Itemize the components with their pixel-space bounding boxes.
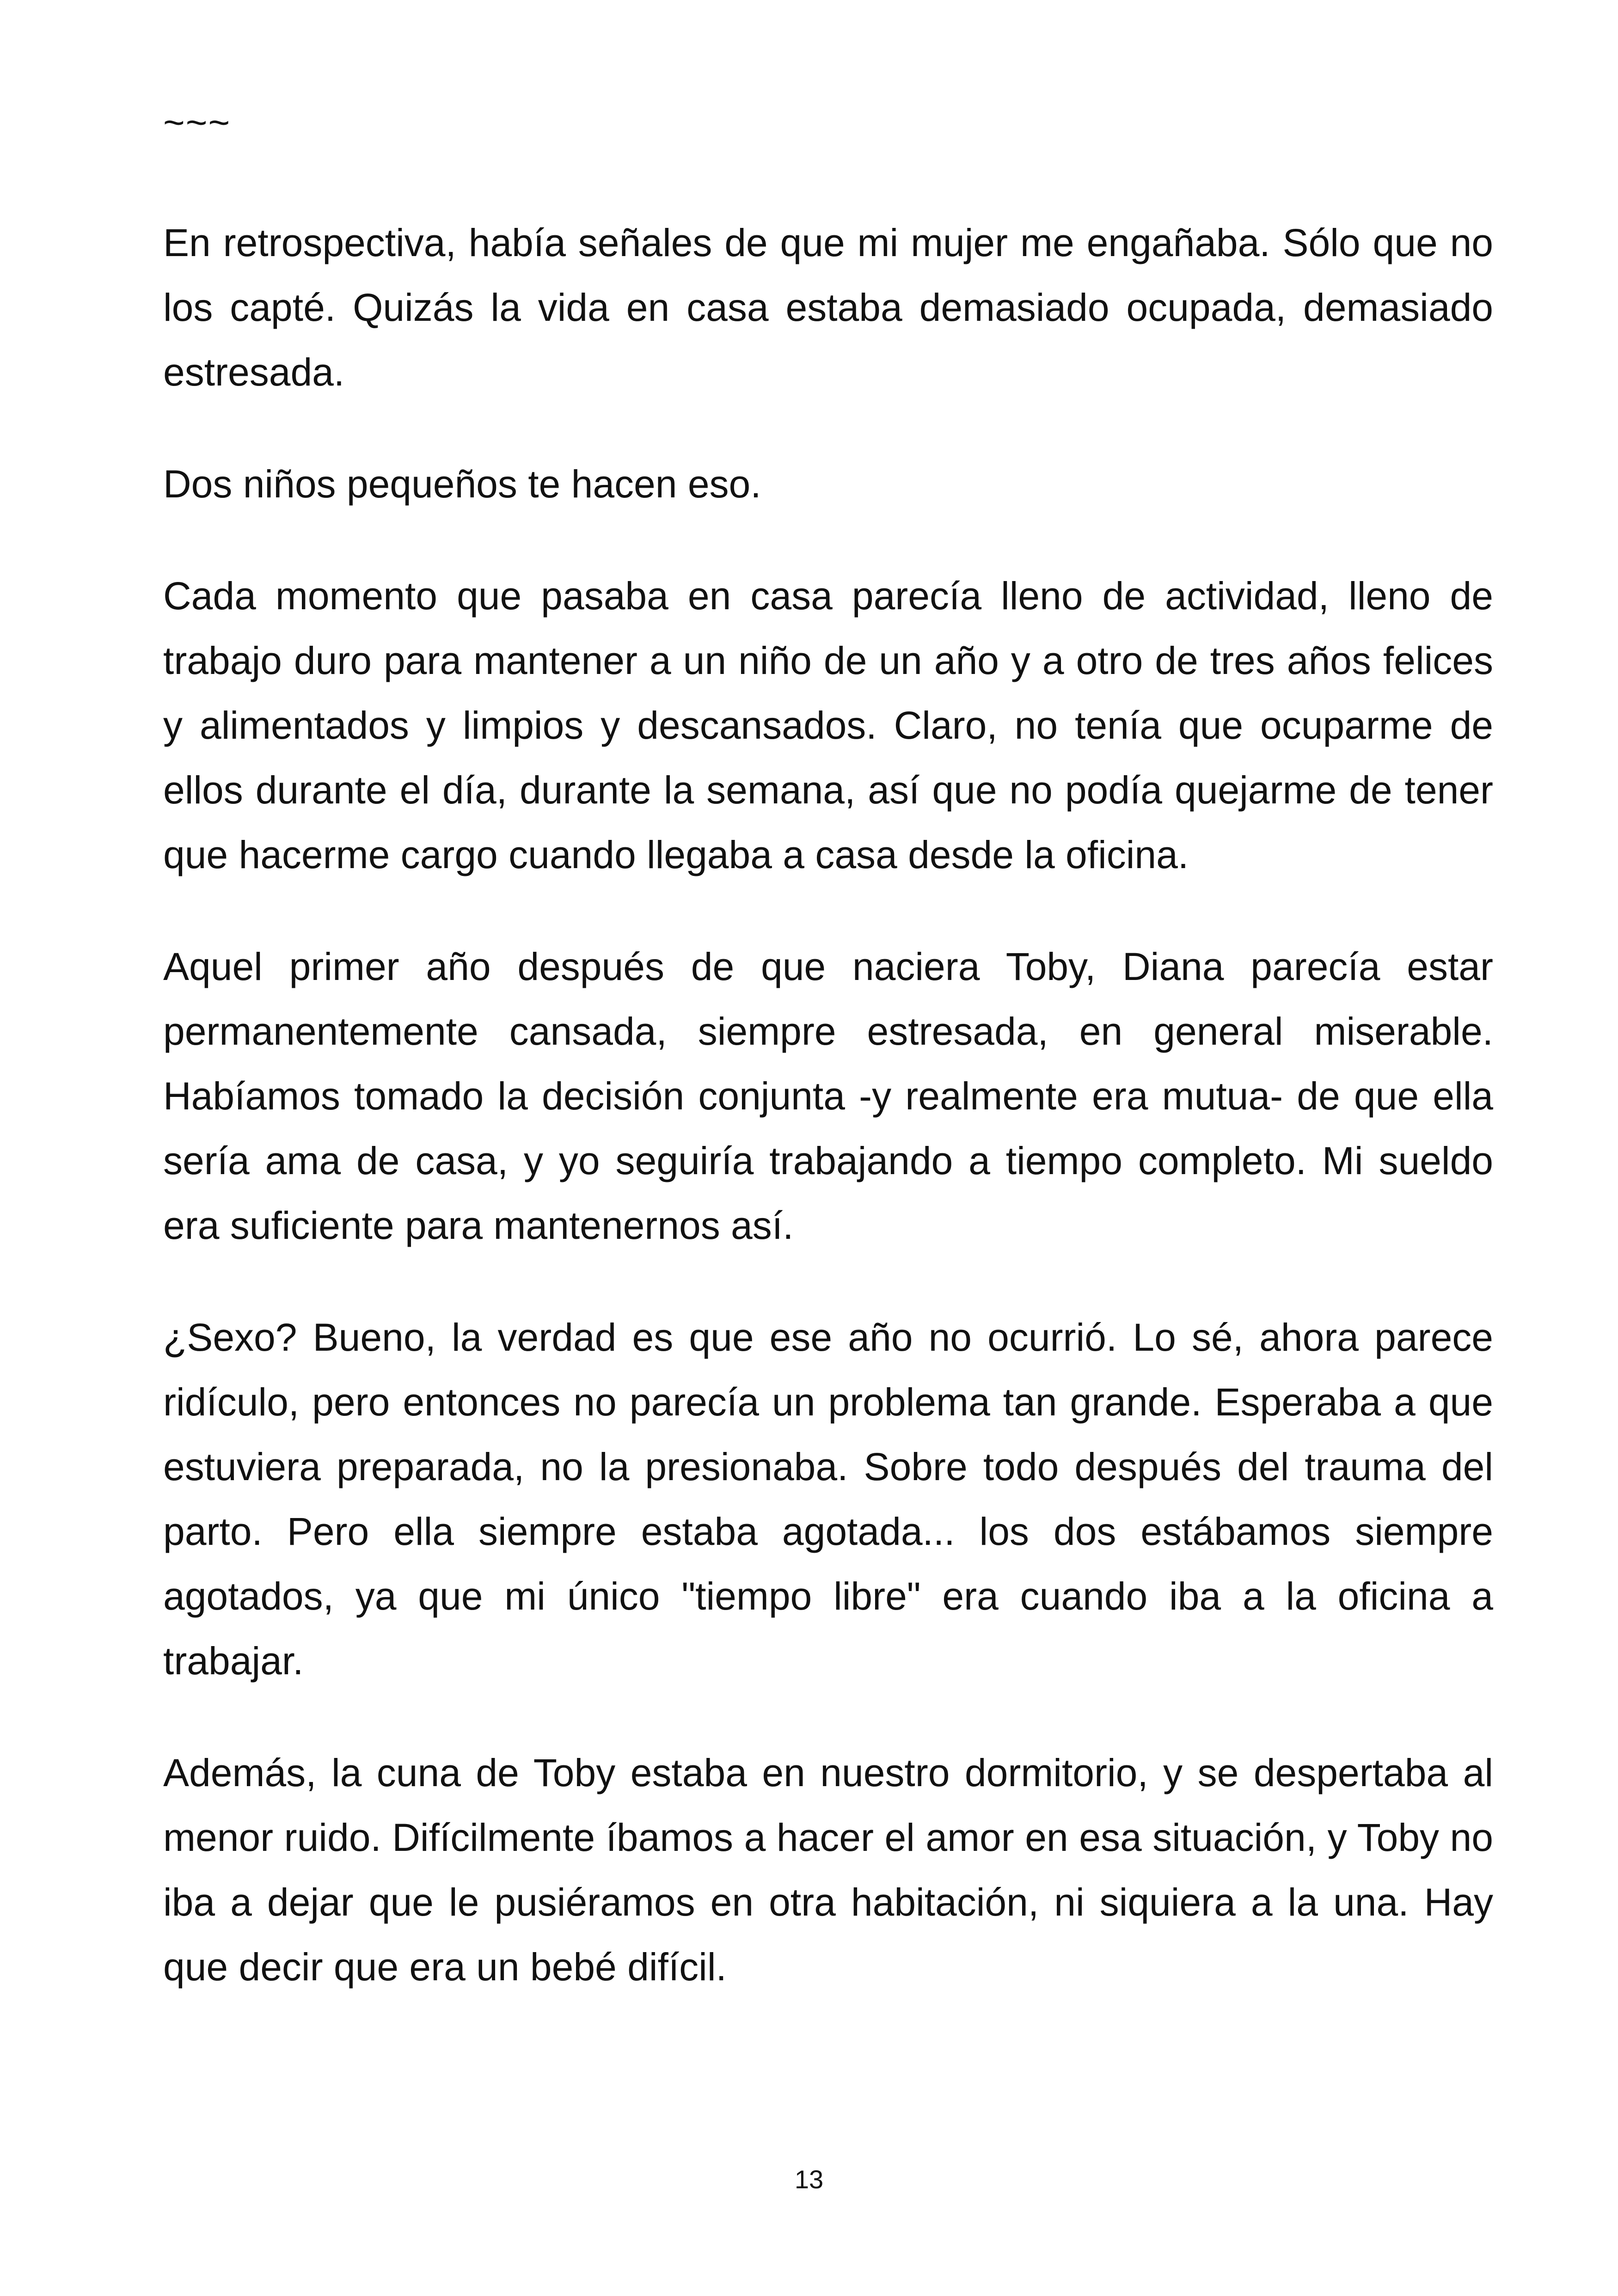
paragraph: Cada momento que pasaba en casa parecía lleno de actividad, lleno de trabajo duro para mantener a un niño de un año y a otro de tres años felices y alimentados y limpios y descansados. Claro, no tenía que ocuparme de ellos durante el día, durante la semana, así que no podía quejarme de tener que hacerme cargo cuando llegaba a casa desde la oficina. [163,574,1493,876]
body-text [163,210,1493,2046]
page-number: 13 [794,2165,824,2194]
paragraph: Dos niños pequeños te hacen eso. [163,462,761,506]
section-separator: ~~~ [163,102,231,143]
paragraph: Aquel primer año después de que naciera Toby, Diana parecía estar permanentemente cansada, siempre estresada, en general miserable. Habíamos tomado la decisión conjunta -y realmente era mutua- de que ella sería ama de casa, y yo seguiría trabajando a tiempo completo. Mi sueldo era suficiente para mantenernos así. [163,945,1493,1247]
paragraph: ¿Sexo? Bueno, la verdad es que ese año no ocurrió. Lo sé, ahora parece ridículo, pero entonces no parecía un problema tan grande. Esperaba a que estuviera preparada, no la presionaba. Sobre todo después del trauma del parto. Pero ella siempre estaba agotada... los dos estábamos siempre agotados, ya que mi único "tiempo libre" era cuando iba a la oficina a trabajar. [163,1316,1493,1683]
paragraph: En retrospectiva, había señales de que mi mujer me engañaba. Sólo que no los capté. Quizás la vida en casa estaba demasiado ocupada, demasiado estresada. [163,221,1493,394]
paragraph: Además, la cuna de Toby estaba en nuestro dormitorio, y se despertaba al menor ruido. Difícilmente íbamos a hacer el amor en esa situación, y Toby no iba a dejar que le pusiéramos en otra habitación, ni siquiera a la una. Hay que decir que era un bebé difícil. [163,1751,1493,1989]
